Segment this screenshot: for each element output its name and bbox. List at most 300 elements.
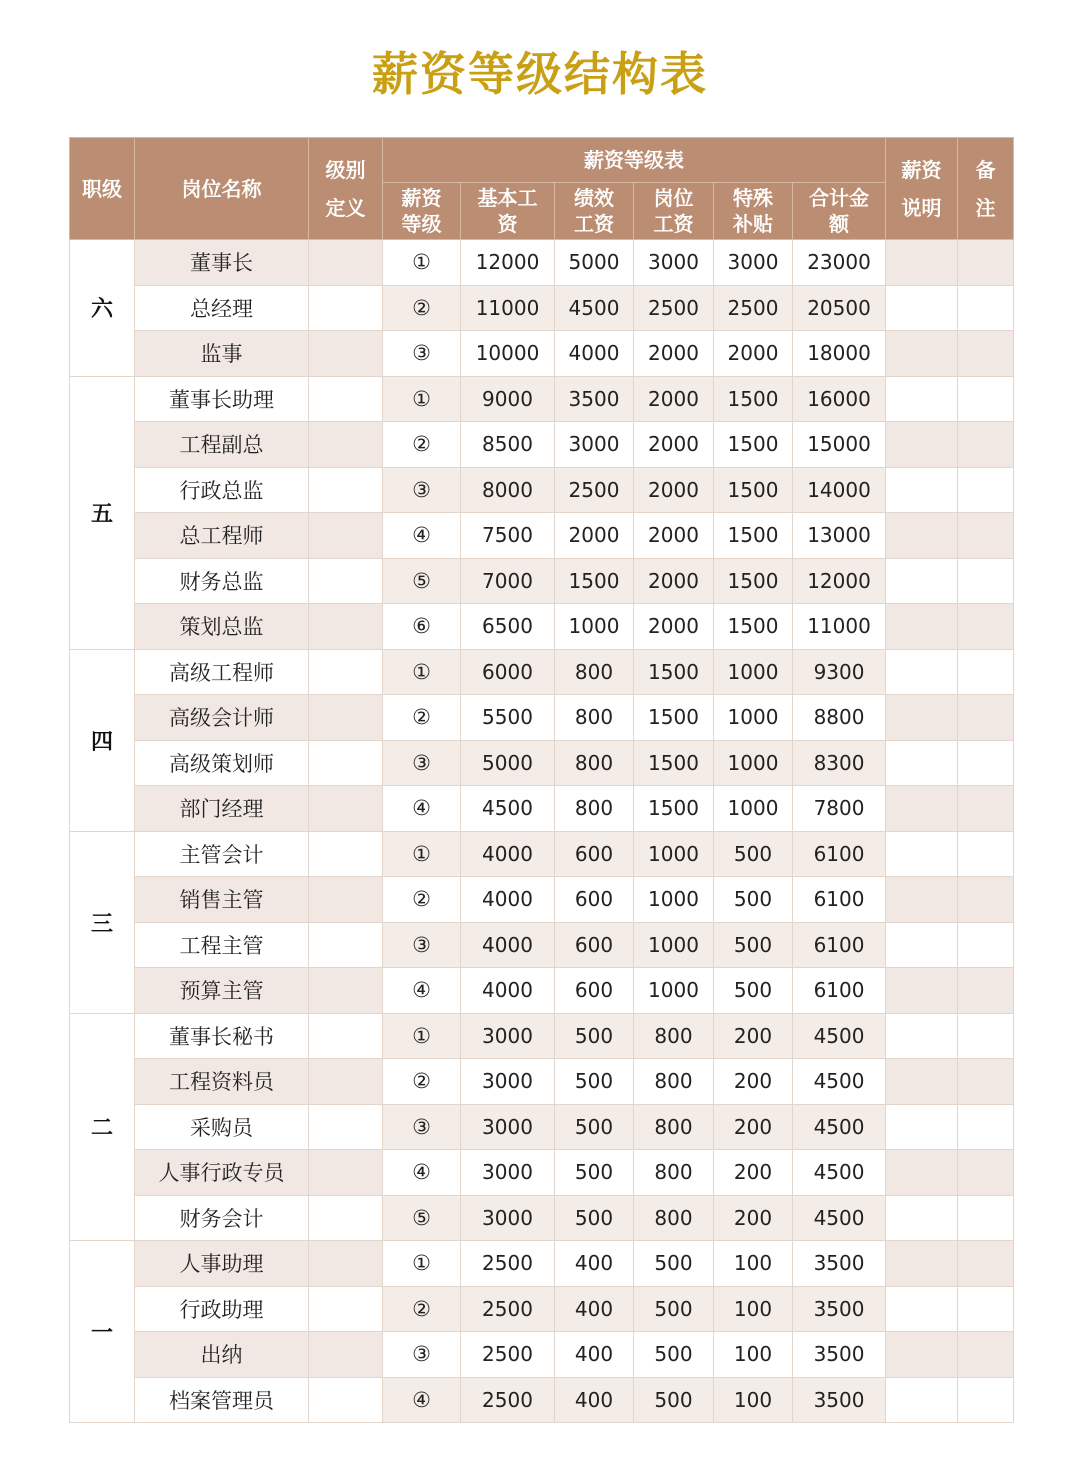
note-cell xyxy=(886,695,958,741)
grade-cell: ③ xyxy=(383,740,461,786)
level-def-cell xyxy=(309,922,383,968)
position-cell: 预算主管 xyxy=(135,968,309,1014)
grade-cell: ① xyxy=(383,376,461,422)
total-cell: 8300 xyxy=(793,740,886,786)
position-cell: 行政助理 xyxy=(135,1286,309,1332)
post-salary-cell: 2000 xyxy=(634,604,714,650)
performance-salary-cell: 600 xyxy=(555,968,634,1014)
post-salary-cell: 2000 xyxy=(634,376,714,422)
allowance-cell: 200 xyxy=(714,1059,793,1105)
level-def-cell xyxy=(309,1195,383,1241)
level-def-cell xyxy=(309,649,383,695)
grade-cell: ④ xyxy=(383,1377,461,1423)
total-cell: 18000 xyxy=(793,331,886,377)
base-salary-cell: 4000 xyxy=(461,831,555,877)
base-salary-cell: 5500 xyxy=(461,695,555,741)
performance-salary-cell: 1500 xyxy=(555,558,634,604)
position-cell: 董事长助理 xyxy=(135,376,309,422)
base-salary-cell: 4500 xyxy=(461,786,555,832)
base-salary-cell: 6000 xyxy=(461,649,555,695)
post-salary-cell: 2000 xyxy=(634,558,714,604)
performance-salary-cell: 800 xyxy=(555,649,634,695)
position-cell: 人事行政专员 xyxy=(135,1150,309,1196)
total-cell: 3500 xyxy=(793,1241,886,1287)
base-salary-cell: 2500 xyxy=(461,1332,555,1378)
level-def-cell xyxy=(309,1104,383,1150)
grade-cell: ① xyxy=(383,831,461,877)
table-row xyxy=(70,1377,1014,1423)
grade-cell: ④ xyxy=(383,513,461,559)
grade-cell: ① xyxy=(383,649,461,695)
table-row xyxy=(70,1150,1014,1196)
grade-cell: ③ xyxy=(383,922,461,968)
header-remark: 备注 xyxy=(958,138,1014,240)
position-cell: 财务会计 xyxy=(135,1195,309,1241)
allowance-cell: 500 xyxy=(714,877,793,923)
total-cell: 8800 xyxy=(793,695,886,741)
note-cell xyxy=(886,1150,958,1196)
remark-cell xyxy=(958,1241,1014,1287)
total-cell: 6100 xyxy=(793,831,886,877)
total-cell: 4500 xyxy=(793,1150,886,1196)
allowance-cell: 200 xyxy=(714,1013,793,1059)
allowance-cell: 1500 xyxy=(714,467,793,513)
position-cell: 董事长 xyxy=(135,240,309,286)
post-salary-cell: 2000 xyxy=(634,331,714,377)
table-row xyxy=(70,922,1014,968)
post-salary-cell: 1000 xyxy=(634,877,714,923)
level-def-cell xyxy=(309,422,383,468)
performance-salary-cell: 600 xyxy=(555,831,634,877)
position-cell: 总经理 xyxy=(135,285,309,331)
rank-cell: 二 xyxy=(70,1013,135,1241)
level-def-cell xyxy=(309,786,383,832)
post-salary-cell: 1500 xyxy=(634,740,714,786)
remark-cell xyxy=(958,558,1014,604)
position-cell: 监事 xyxy=(135,331,309,377)
position-cell: 工程副总 xyxy=(135,422,309,468)
note-cell xyxy=(886,649,958,695)
grade-cell: ② xyxy=(383,1286,461,1332)
remark-cell xyxy=(958,513,1014,559)
total-cell: 6100 xyxy=(793,877,886,923)
note-cell xyxy=(886,1377,958,1423)
grade-cell: ② xyxy=(383,422,461,468)
position-cell: 总工程师 xyxy=(135,513,309,559)
level-def-cell xyxy=(309,1150,383,1196)
table-row xyxy=(70,877,1014,923)
note-cell xyxy=(886,604,958,650)
remark-cell xyxy=(958,1059,1014,1105)
table-row xyxy=(70,240,1014,286)
grade-cell: ① xyxy=(383,1013,461,1059)
header-post: 岗位工资 xyxy=(634,183,714,240)
performance-salary-cell: 500 xyxy=(555,1104,634,1150)
table-row xyxy=(70,695,1014,741)
note-cell xyxy=(886,422,958,468)
position-cell: 主管会计 xyxy=(135,831,309,877)
level-def-cell xyxy=(309,240,383,286)
base-salary-cell: 3000 xyxy=(461,1013,555,1059)
base-salary-cell: 11000 xyxy=(461,285,555,331)
allowance-cell: 500 xyxy=(714,968,793,1014)
grade-cell: ② xyxy=(383,1059,461,1105)
table-row xyxy=(70,1104,1014,1150)
performance-salary-cell: 2000 xyxy=(555,513,634,559)
note-cell xyxy=(886,922,958,968)
total-cell: 3500 xyxy=(793,1377,886,1423)
position-cell: 销售主管 xyxy=(135,877,309,923)
base-salary-cell: 3000 xyxy=(461,1150,555,1196)
table-row xyxy=(70,604,1014,650)
allowance-cell: 500 xyxy=(714,922,793,968)
header-perf: 绩效工资 xyxy=(555,183,634,240)
table-row xyxy=(70,968,1014,1014)
total-cell: 15000 xyxy=(793,422,886,468)
grade-cell: ⑤ xyxy=(383,1195,461,1241)
total-cell: 20500 xyxy=(793,285,886,331)
table-row xyxy=(70,513,1014,559)
post-salary-cell: 800 xyxy=(634,1059,714,1105)
note-cell xyxy=(886,786,958,832)
level-def-cell xyxy=(309,467,383,513)
base-salary-cell: 2500 xyxy=(461,1241,555,1287)
remark-cell xyxy=(958,467,1014,513)
allowance-cell: 100 xyxy=(714,1377,793,1423)
note-cell xyxy=(886,831,958,877)
level-def-cell xyxy=(309,968,383,1014)
level-def-cell xyxy=(309,376,383,422)
base-salary-cell: 2500 xyxy=(461,1286,555,1332)
level-def-cell xyxy=(309,695,383,741)
allowance-cell: 1500 xyxy=(714,376,793,422)
position-cell: 工程主管 xyxy=(135,922,309,968)
remark-cell xyxy=(958,422,1014,468)
post-salary-cell: 1000 xyxy=(634,831,714,877)
post-salary-cell: 2000 xyxy=(634,422,714,468)
total-cell: 6100 xyxy=(793,968,886,1014)
remark-cell xyxy=(958,877,1014,923)
base-salary-cell: 8000 xyxy=(461,467,555,513)
total-cell: 14000 xyxy=(793,467,886,513)
header-salary-group: 薪资等级表 xyxy=(383,138,886,183)
position-cell: 董事长秘书 xyxy=(135,1013,309,1059)
base-salary-cell: 4000 xyxy=(461,877,555,923)
allowance-cell: 100 xyxy=(714,1241,793,1287)
note-cell xyxy=(886,1286,958,1332)
total-cell: 3500 xyxy=(793,1332,886,1378)
level-def-cell xyxy=(309,1241,383,1287)
performance-salary-cell: 600 xyxy=(555,922,634,968)
allowance-cell: 2000 xyxy=(714,331,793,377)
remark-cell xyxy=(958,1013,1014,1059)
table-row xyxy=(70,1195,1014,1241)
post-salary-cell: 2500 xyxy=(634,285,714,331)
allowance-cell: 1000 xyxy=(714,649,793,695)
remark-cell xyxy=(958,1286,1014,1332)
position-cell: 高级会计师 xyxy=(135,695,309,741)
allowance-cell: 1500 xyxy=(714,558,793,604)
performance-salary-cell: 400 xyxy=(555,1377,634,1423)
post-salary-cell: 500 xyxy=(634,1286,714,1332)
grade-cell: ④ xyxy=(383,968,461,1014)
grade-cell: ③ xyxy=(383,1332,461,1378)
allowance-cell: 100 xyxy=(714,1286,793,1332)
performance-salary-cell: 5000 xyxy=(555,240,634,286)
position-cell: 工程资料员 xyxy=(135,1059,309,1105)
table-row xyxy=(70,285,1014,331)
table-row xyxy=(70,1241,1014,1287)
performance-salary-cell: 800 xyxy=(555,740,634,786)
level-def-cell xyxy=(309,558,383,604)
salary-table xyxy=(69,137,1014,1423)
position-cell: 部门经理 xyxy=(135,786,309,832)
rank-cell: 一 xyxy=(70,1241,135,1423)
post-salary-cell: 1000 xyxy=(634,922,714,968)
allowance-cell: 500 xyxy=(714,831,793,877)
position-cell: 出纳 xyxy=(135,1332,309,1378)
post-salary-cell: 1500 xyxy=(634,695,714,741)
table-row xyxy=(70,831,1014,877)
post-salary-cell: 2000 xyxy=(634,467,714,513)
rank-cell: 三 xyxy=(70,831,135,1013)
base-salary-cell: 5000 xyxy=(461,740,555,786)
total-cell: 11000 xyxy=(793,604,886,650)
remark-cell xyxy=(958,786,1014,832)
post-salary-cell: 1500 xyxy=(634,649,714,695)
base-salary-cell: 3000 xyxy=(461,1104,555,1150)
allowance-cell: 3000 xyxy=(714,240,793,286)
allowance-cell: 200 xyxy=(714,1150,793,1196)
post-salary-cell: 2000 xyxy=(634,513,714,559)
level-def-cell xyxy=(309,831,383,877)
allowance-cell: 1500 xyxy=(714,513,793,559)
allowance-cell: 1000 xyxy=(714,786,793,832)
post-salary-cell: 3000 xyxy=(634,240,714,286)
note-cell xyxy=(886,513,958,559)
grade-cell: ⑤ xyxy=(383,558,461,604)
base-salary-cell: 4000 xyxy=(461,922,555,968)
note-cell xyxy=(886,1013,958,1059)
allowance-cell: 1500 xyxy=(714,422,793,468)
base-salary-cell: 3000 xyxy=(461,1059,555,1105)
grade-cell: ② xyxy=(383,877,461,923)
remark-cell xyxy=(958,1150,1014,1196)
header-base: 基本工资 xyxy=(461,183,555,240)
remark-cell xyxy=(958,968,1014,1014)
note-cell xyxy=(886,558,958,604)
performance-salary-cell: 800 xyxy=(555,695,634,741)
rank-cell: 五 xyxy=(70,376,135,649)
grade-cell: ③ xyxy=(383,1104,461,1150)
position-cell: 策划总监 xyxy=(135,604,309,650)
position-cell: 人事助理 xyxy=(135,1241,309,1287)
performance-salary-cell: 500 xyxy=(555,1013,634,1059)
total-cell: 13000 xyxy=(793,513,886,559)
level-def-cell xyxy=(309,1013,383,1059)
level-def-cell xyxy=(309,1286,383,1332)
grade-cell: ④ xyxy=(383,786,461,832)
note-cell xyxy=(886,1241,958,1287)
position-cell: 高级工程师 xyxy=(135,649,309,695)
post-salary-cell: 800 xyxy=(634,1150,714,1196)
note-cell xyxy=(886,740,958,786)
grade-cell: ⑥ xyxy=(383,604,461,650)
base-salary-cell: 3000 xyxy=(461,1195,555,1241)
grade-cell: ① xyxy=(383,1241,461,1287)
remark-cell xyxy=(958,331,1014,377)
remark-cell xyxy=(958,740,1014,786)
note-cell xyxy=(886,1059,958,1105)
performance-salary-cell: 500 xyxy=(555,1059,634,1105)
total-cell: 4500 xyxy=(793,1104,886,1150)
table-row xyxy=(70,1286,1014,1332)
header-note: 薪资说明 xyxy=(886,138,958,240)
table-row xyxy=(70,331,1014,377)
allowance-cell: 2500 xyxy=(714,285,793,331)
grade-cell: ② xyxy=(383,695,461,741)
remark-cell xyxy=(958,831,1014,877)
base-salary-cell: 6500 xyxy=(461,604,555,650)
grade-cell: ④ xyxy=(383,1150,461,1196)
remark-cell xyxy=(958,922,1014,968)
total-cell: 4500 xyxy=(793,1059,886,1105)
total-cell: 3500 xyxy=(793,1286,886,1332)
post-salary-cell: 800 xyxy=(634,1104,714,1150)
remark-cell xyxy=(958,285,1014,331)
total-cell: 23000 xyxy=(793,240,886,286)
note-cell xyxy=(886,1195,958,1241)
position-cell: 行政总监 xyxy=(135,467,309,513)
table-row xyxy=(70,1059,1014,1105)
total-cell: 4500 xyxy=(793,1013,886,1059)
header-total: 合计金额 xyxy=(793,183,886,240)
table-row xyxy=(70,467,1014,513)
note-cell xyxy=(886,376,958,422)
table-body xyxy=(70,240,1014,1423)
header-allowance: 特殊补贴 xyxy=(714,183,793,240)
level-def-cell xyxy=(309,604,383,650)
performance-salary-cell: 400 xyxy=(555,1286,634,1332)
remark-cell xyxy=(958,649,1014,695)
allowance-cell: 200 xyxy=(714,1195,793,1241)
note-cell xyxy=(886,1104,958,1150)
table-row xyxy=(70,1013,1014,1059)
header-level-def: 级别定义 xyxy=(309,138,383,240)
level-def-cell xyxy=(309,877,383,923)
table-row xyxy=(70,649,1014,695)
remark-cell xyxy=(958,240,1014,286)
total-cell: 9300 xyxy=(793,649,886,695)
performance-salary-cell: 600 xyxy=(555,877,634,923)
note-cell xyxy=(886,331,958,377)
post-salary-cell: 500 xyxy=(634,1332,714,1378)
header-rank: 职级 xyxy=(70,138,135,240)
note-cell xyxy=(886,240,958,286)
base-salary-cell: 7000 xyxy=(461,558,555,604)
total-cell: 12000 xyxy=(793,558,886,604)
allowance-cell: 1000 xyxy=(714,695,793,741)
position-cell: 财务总监 xyxy=(135,558,309,604)
performance-salary-cell: 4000 xyxy=(555,331,634,377)
table-row xyxy=(70,1332,1014,1378)
performance-salary-cell: 500 xyxy=(555,1150,634,1196)
post-salary-cell: 800 xyxy=(634,1013,714,1059)
allowance-cell: 1500 xyxy=(714,604,793,650)
remark-cell xyxy=(958,604,1014,650)
remark-cell xyxy=(958,695,1014,741)
base-salary-cell: 7500 xyxy=(461,513,555,559)
total-cell: 6100 xyxy=(793,922,886,968)
post-salary-cell: 500 xyxy=(634,1241,714,1287)
level-def-cell xyxy=(309,513,383,559)
performance-salary-cell: 1000 xyxy=(555,604,634,650)
level-def-cell xyxy=(309,1377,383,1423)
table-row xyxy=(70,786,1014,832)
header-position: 岗位名称 xyxy=(135,138,309,240)
performance-salary-cell: 2500 xyxy=(555,467,634,513)
base-salary-cell: 10000 xyxy=(461,331,555,377)
level-def-cell xyxy=(309,1332,383,1378)
remark-cell xyxy=(958,376,1014,422)
allowance-cell: 100 xyxy=(714,1332,793,1378)
position-cell: 高级策划师 xyxy=(135,740,309,786)
post-salary-cell: 1500 xyxy=(634,786,714,832)
performance-salary-cell: 400 xyxy=(555,1241,634,1287)
level-def-cell xyxy=(309,285,383,331)
grade-cell: ① xyxy=(383,240,461,286)
grade-cell: ② xyxy=(383,285,461,331)
base-salary-cell: 4000 xyxy=(461,968,555,1014)
rank-cell: 四 xyxy=(70,649,135,831)
remark-cell xyxy=(958,1104,1014,1150)
level-def-cell xyxy=(309,331,383,377)
performance-salary-cell: 3500 xyxy=(555,376,634,422)
note-cell xyxy=(886,877,958,923)
remark-cell xyxy=(958,1195,1014,1241)
performance-salary-cell: 400 xyxy=(555,1332,634,1378)
page-title: 薪资等级结构表 xyxy=(372,47,708,101)
allowance-cell: 200 xyxy=(714,1104,793,1150)
table-row xyxy=(70,740,1014,786)
level-def-cell xyxy=(309,1059,383,1105)
total-cell: 4500 xyxy=(793,1195,886,1241)
note-cell xyxy=(886,968,958,1014)
performance-salary-cell: 500 xyxy=(555,1195,634,1241)
allowance-cell: 1000 xyxy=(714,740,793,786)
total-cell: 7800 xyxy=(793,786,886,832)
position-cell: 档案管理员 xyxy=(135,1377,309,1423)
post-salary-cell: 500 xyxy=(634,1377,714,1423)
header-grade: 薪资等级 xyxy=(383,183,461,240)
base-salary-cell: 12000 xyxy=(461,240,555,286)
base-salary-cell: 8500 xyxy=(461,422,555,468)
post-salary-cell: 800 xyxy=(634,1195,714,1241)
post-salary-cell: 1000 xyxy=(634,968,714,1014)
note-cell xyxy=(886,285,958,331)
table-row xyxy=(70,558,1014,604)
position-cell: 采购员 xyxy=(135,1104,309,1150)
rank-cell: 六 xyxy=(70,240,135,377)
performance-salary-cell: 4500 xyxy=(555,285,634,331)
performance-salary-cell: 800 xyxy=(555,786,634,832)
performance-salary-cell: 3000 xyxy=(555,422,634,468)
remark-cell xyxy=(958,1377,1014,1423)
level-def-cell xyxy=(309,740,383,786)
table-row xyxy=(70,376,1014,422)
total-cell: 16000 xyxy=(793,376,886,422)
grade-cell: ③ xyxy=(383,467,461,513)
